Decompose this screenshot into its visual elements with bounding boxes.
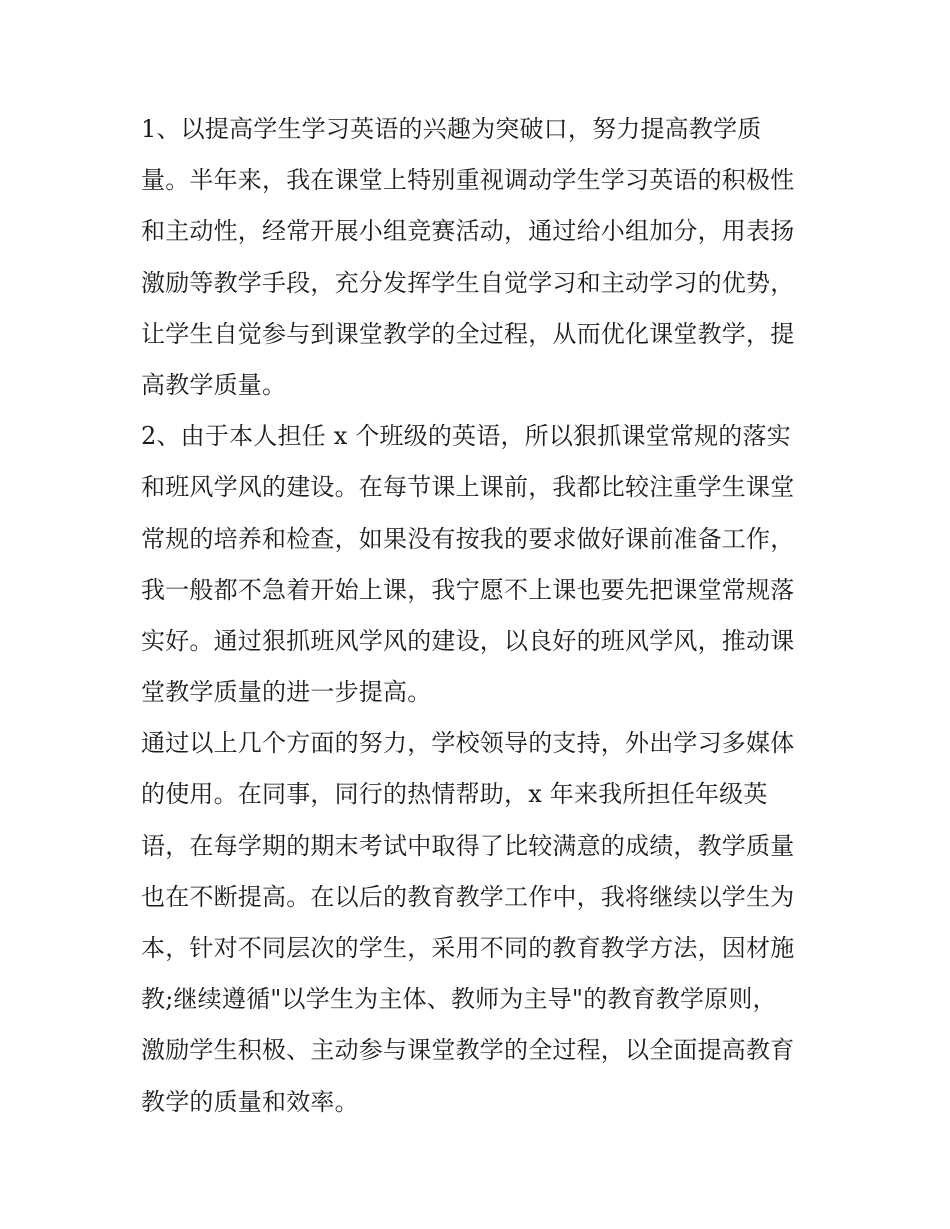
text-line: 1、以提高学生学习英语的兴趣为突破口，努力提高教学质 <box>141 115 762 143</box>
text-line: 常规的培养和检查，如果没有按我的要求做好课前准备工作， <box>141 524 795 553</box>
text-line: 和主动性，经常开展小组竞赛活动，通过给小组加分，用表扬 <box>141 217 795 246</box>
text-line: 堂教学质量的进一步提高。 <box>141 678 432 707</box>
text-line: 我一般都不急着开始上课，我宁愿不上课也要先把课堂常规落 <box>141 575 795 604</box>
text-line: 本，针对不同层次的学生，采用不同的教育教学方法，因材施 <box>141 934 795 962</box>
text-line: 教;继续遵循"以学生为主体、教师为主导"的教育教学原则， <box>141 985 777 1014</box>
document-body <box>141 104 813 1128</box>
text-line: 让学生自觉参与到课堂教学的全过程，从而优化课堂教学，提 <box>141 319 795 348</box>
text-line: 教学的质量和效率。 <box>141 1087 359 1116</box>
text-line: 也在不断提高。在以后的教育教学工作中，我将继续以学生为 <box>141 882 795 911</box>
text-line: 激励学生积极、主动参与课堂教学的全过程，以全面提高教育 <box>141 1036 795 1065</box>
text-line: 实好。通过狠抓班风学风的建设，以良好的班风学风，推动课 <box>141 626 795 655</box>
text-line: 的使用。在同事，同行的热情帮助，x 年来我所担任年级英 <box>141 780 768 809</box>
text-line: 2、由于本人担任 x 个班级的英语，所以狠抓课堂常规的落实 <box>141 422 791 451</box>
text-line: 通过以上几个方面的努力，学校领导的支持，外出学习多媒体 <box>141 729 795 758</box>
text-line: 激励等教学手段，充分发挥学生自觉学习和主动学习的优势， <box>141 268 795 297</box>
text-line: 语，在每学期的期末考试中取得了比较满意的成绩，教学质量 <box>141 831 795 860</box>
text-line: 高教学质量。 <box>141 370 287 399</box>
text-line: 和班风学风的建设。在每节课上课前，我都比较注重学生课堂 <box>141 473 795 502</box>
text-line: 量。半年来，我在课堂上特别重视调动学生学习英语的积极性 <box>141 166 795 195</box>
